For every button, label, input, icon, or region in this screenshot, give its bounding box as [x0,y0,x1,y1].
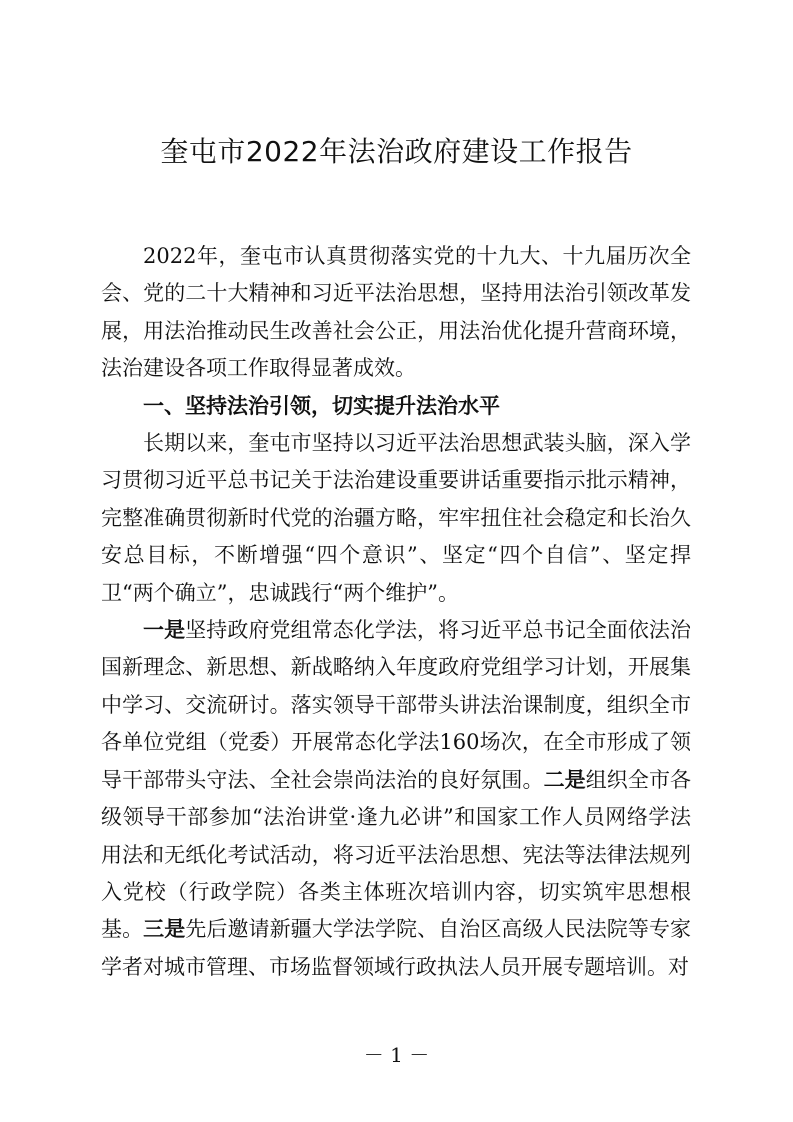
intro-paragraph: 2022年，奎屯市认真贯彻落实党的十九大、十九届历次全会、党的二十大精神和习近平法治思想，坚持用法治引领改革发展，用法治推动民生改善社会公正，用法治优化提升营商环境，法治建设各项工作取得显著成效。 [101,244,691,381]
point1-label: 一是 [143,618,186,643]
points-paragraph [101,612,691,986]
point2-text: 组织全市各级领导干部参加“法治讲堂·逢九必讲”和国家工作人员网络学法用法和无纸化考试活动，将习近平法治思想、宪法等法律法规列入党校（行政学院）各类主体班次培训内容，切实筑牢思想根基。 [101,767,692,942]
section-heading-1: 一、坚持法治引领，切实提升法治水平 [143,393,500,418]
point3-label: 三是 [143,917,186,942]
point3-text: 先后邀请新疆大学法学院、自治区高级人民法院等专家学者对城市管理、市场监督领域行政执法人员开展专题培训。对 [101,917,692,979]
document-body [101,238,691,986]
point1-text: 坚持政府党组常态化学法，将习近平总书记全面依法治国新理念、新思想、新战略纳入年度政府党组学习计划，开展集中学习、交流研讨。落实领导干部带头讲法治课制度，组织全市各单位党组（党委）开展常态化学法160场次，在全市形成了领导干部带头守法、全社会崇尚法治的良好氛围。 [101,618,692,792]
page-number: － 1 － [363,1043,430,1067]
section1-paragraph: 长期以来，奎屯市坚持以习近平法治思想武装头脑，深入学习贯彻习近平总书记关于法治建设重要讲话重要指示批示精神，完整准确贯彻新时代党的治疆方略，牢牢扭住社会稳定和长治久安总目标，不断增强“四个意识”、坚定“四个自信”、坚定捍卫“两个确立”，忠诚践行“两个维护”。 [101,431,691,605]
document-title: 奎屯市2022年法治政府建设工作报告 [160,135,633,168]
point2-label: 二是 [543,767,586,792]
